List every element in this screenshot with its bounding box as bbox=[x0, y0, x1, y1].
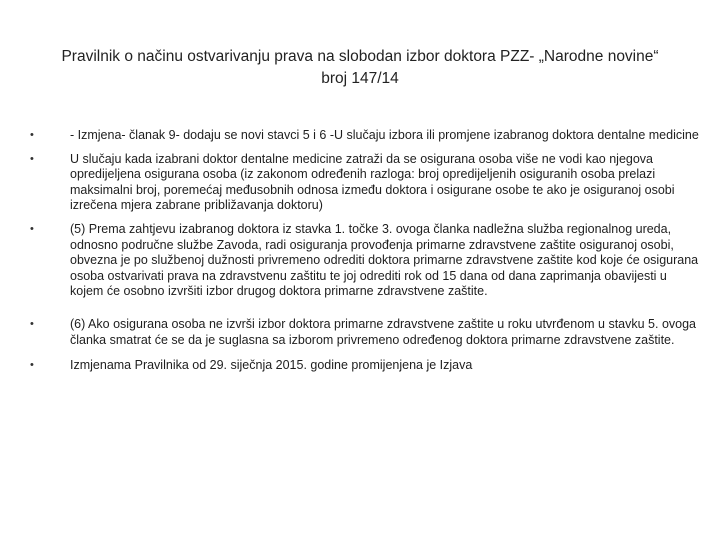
bullet-text: (5) Prema zahtjevu izabranog doktora iz stavka 1. točke 3. ovoga članka nadležna služba regionalnog ureda, odnosno područne službe Zavoda, radi osiguranja provođenja primarne zdravstvene zaštite osiguranoj osobi, obvezna je po službenoj dužnosti privremeno odrediti doktora primarne zdravstvene zaštite kod koje će osigurana osoba ostvarivati prava na zdravstvenu zaštitu te joj odrediti rok od 15 dana od dana zaprimanja obavijesti u kojem će osobno izvršiti izbor drugog doktora primarne zdravstvene zaštite. bbox=[70, 221, 699, 299]
bullet-icon: • bbox=[30, 129, 34, 141]
bullet-list bbox=[30, 128, 700, 374]
bullet-item-3 bbox=[30, 222, 700, 300]
bullet-icon: • bbox=[30, 152, 34, 165]
bullet-item-4 bbox=[30, 317, 700, 348]
bullet-icon: • bbox=[30, 317, 34, 330]
slide-title: Pravilnik o načinu ostvarivanju prava na slobodan izbor doktora PZZ- „Narodne novine“ broj 147/14 bbox=[61, 48, 659, 87]
bullet-text: U slučaju kada izabrani doktor dentalne medicine zatraži da se osigurana osoba više ne vodi kao njegova opredijeljena osigurana osoba (iz zakonom određenih razloga: broj opredijeljenih osiguranih osoba prelazi maksimalni broj, poremećaj međusobnih odnosa između doktora i osigurane osobe te ako je osiguranoj osobi izrečena mjera zabrane približavanja doktoru) bbox=[70, 151, 675, 213]
bullet-item-1 bbox=[30, 128, 700, 144]
bullet-item-5 bbox=[30, 358, 700, 374]
bullet-text: - Izmjena- članak 9- dodaju se novi stavci 5 i 6 -U slučaju izbora ili promjene izabranog doktora dentalne medicine bbox=[70, 128, 699, 142]
bullet-icon: • bbox=[30, 359, 34, 372]
bullet-text: Izmjenama Pravilnika od 29. siječnja 2015. godine promijenjena je Izjava bbox=[70, 358, 473, 373]
bullet-text: (6) Ako osigurana osoba ne izvrši izbor doktora primarne zdravstvene zaštite u roku utvrđenom u stavku 5. ovoga članka smatrat će se da je suglasna sa izborom privremeno određenog doktora primarne zdravstvene zaštite. bbox=[70, 316, 697, 347]
bullet-icon: • bbox=[30, 222, 34, 235]
bullet-item-2 bbox=[30, 152, 700, 214]
